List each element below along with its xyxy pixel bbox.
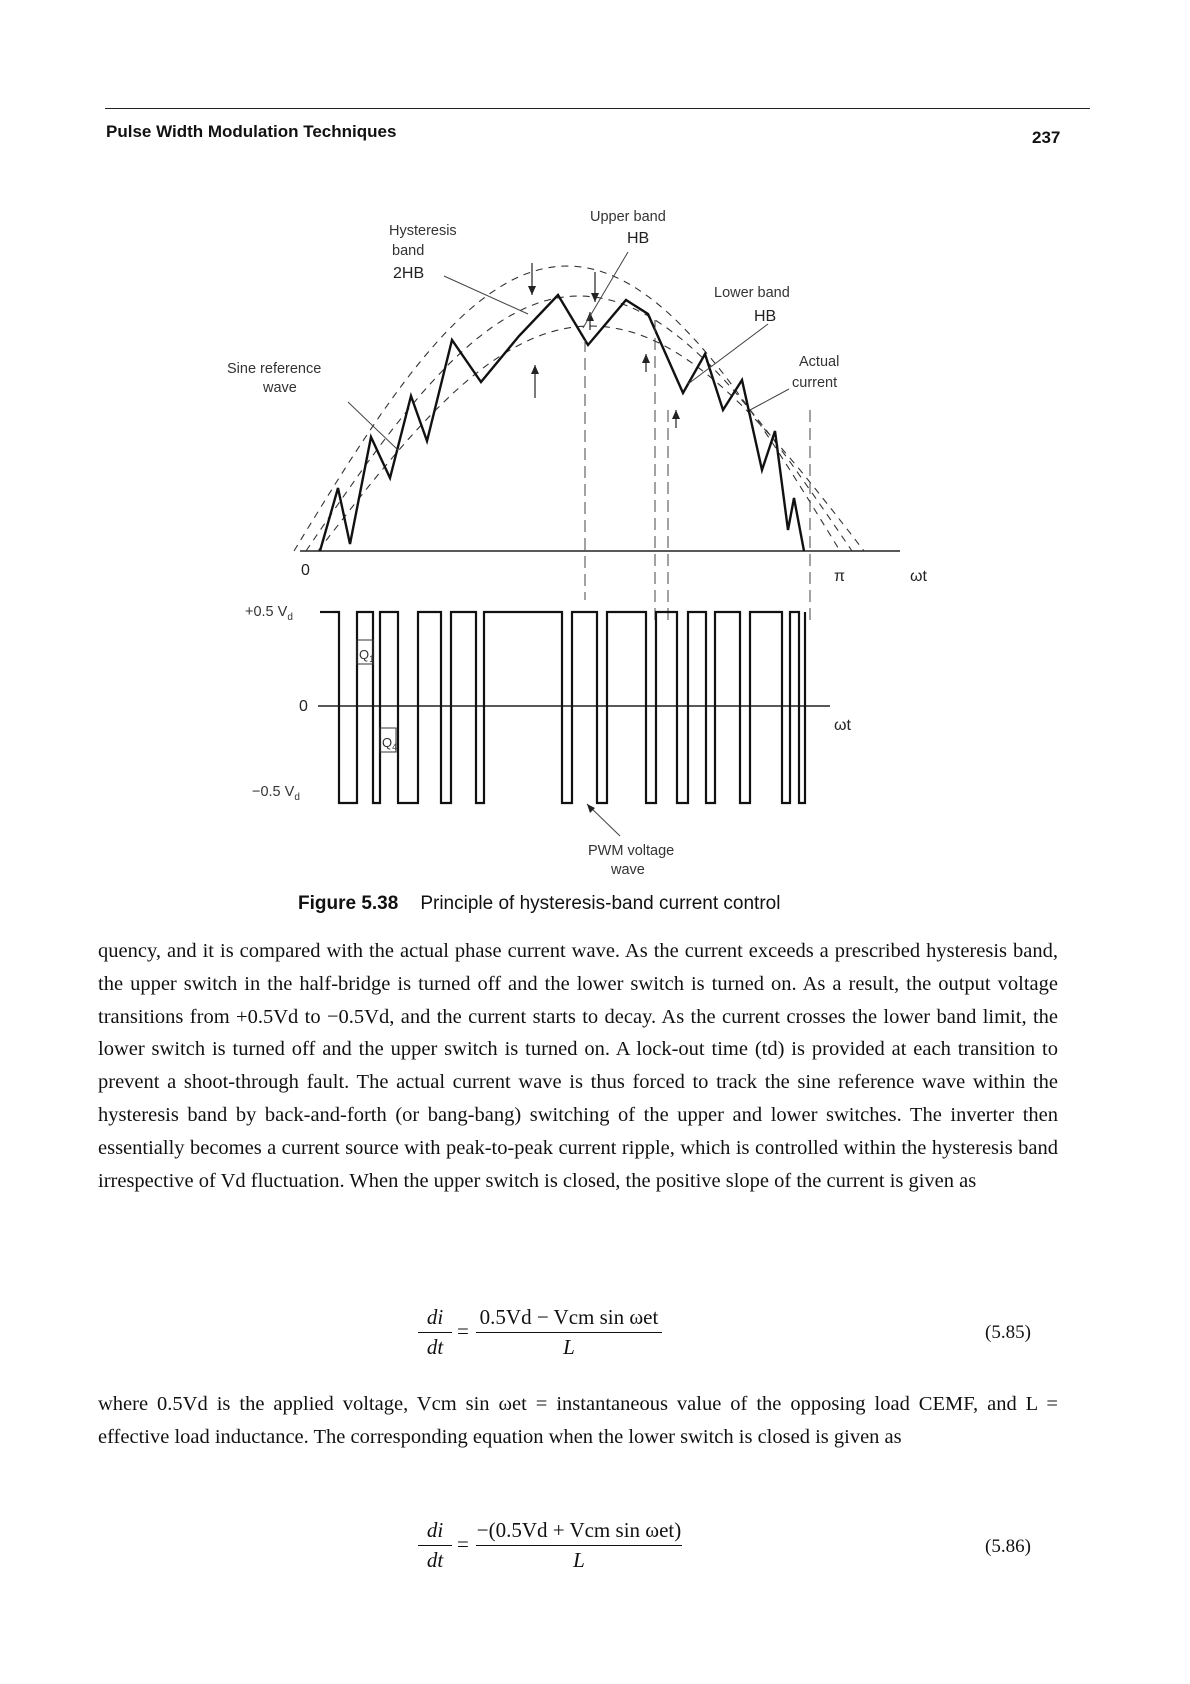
band-curves [294,266,864,551]
upper-band-label-2: HB [627,230,650,247]
actual-current-wave [320,295,804,551]
pwm-label-1: PWM voltage [588,843,675,859]
actual-current-label-1: Actual [799,354,840,370]
upper-band-label-1: Upper band [590,209,666,225]
eq2-number: (5.86) [985,1536,1031,1557]
eq1-rhs-num: 0.5Vd − Vcm sin ωet [479,1305,659,1329]
eq2-rhs-bar [476,1545,682,1546]
eq2-lhs-bar [418,1545,452,1546]
figure-caption-label: Figure 5.38 [298,893,399,914]
eq2-lhs [418,1518,452,1573]
lower-band-pointer [688,324,768,384]
pwm-label-2: wave [611,862,645,878]
band-arrow-head-1 [528,286,536,295]
sine-reference-label-2: wave [263,380,297,396]
band-arrow-head-5 [672,410,680,419]
eq2-lhs-num: di [426,1518,444,1542]
actual-current-pointer [750,389,789,410]
eq2-equals: = [457,1532,469,1556]
eq1-lhs [418,1305,452,1360]
band-arrow-head-6 [642,354,650,363]
sine-reference-curve [306,296,852,551]
hysteresis-label-1: Hysteresis [389,223,457,239]
eq1-equals: = [457,1319,469,1343]
hysteresis-pointer [444,276,528,314]
eq2-rhs-num: −(0.5Vd + Vcm sin ωet) [476,1518,682,1542]
pwm-pointer-arrowhead [587,804,595,813]
q4-label: $Q_4$ [382,735,398,752]
plus-half-vd-label: +0.5 $V_d$ [245,604,293,623]
eq1-number: (5.85) [985,1322,1031,1343]
axis-wt-top-label: ωt [910,568,927,585]
page-number: 237 [1032,128,1061,147]
volt-zero-label: 0 [299,698,308,715]
eq1-lhs-bar [418,1332,452,1333]
paragraph-1: quency, and it is compared with the actual phase current wave. As the current exceeds a prescribed hysteresis band, the upper switch in the half-bridge is turned off and the lower switch is turned on. As a result, the output voltage transitions from +0.5Vd to −0.5Vd, and the current starts to decay. As the current crosses the lower band limit, the lower switch is turned off and the upper switch is turned on. A lock-out time (td) is provided at each transition to prevent a shoot-through fault. The actual current wave is thus forced to track the sine reference wave within the hysteresis band by back-and-forth (or bang-bang) switching of the upper and lower switches. The inverter then essentially becomes a current source with peak-to-peak current ripple, which is controlled within the hysteresis band irrespective of Vd fluctuation. When the upper switch is closed, the positive slope of the current is given as [98,940,1058,1192]
sine-reference-label-1: Sine reference [227,361,322,377]
paragraph-2: where 0.5Vd is the applied voltage, Vcm sin ωet = instantaneous value of the opposing load CEMF, and L = effective load inductance. The corresponding equation when the lower switch is closed is given as [98,1393,1058,1448]
eq1-lhs-num: di [426,1305,444,1329]
minus-half-vd-label: −0.5 $V_d$ [252,784,300,803]
lower-band-label-1: Lower band [714,285,790,301]
eq1-rhs-bar [476,1332,662,1333]
eq2-rhs [476,1518,682,1573]
figure-caption [298,893,780,915]
eq2-lhs-den: dt [426,1548,444,1572]
eq1-rhs-den: L [563,1335,575,1359]
eq1-rhs [476,1305,662,1360]
hysteresis-label-2: band [392,243,425,259]
actual-current-label-2: current [792,375,838,391]
q1-label: $Q_1$ [359,647,375,664]
upper-band-pointer [583,252,628,328]
pwm-voltage-wave [333,612,805,803]
lower-band-label-2: HB [754,308,777,325]
eq1-lhs-den: dt [426,1335,444,1359]
axis-pi-label: π [834,568,846,585]
band-arrow-head-4 [531,365,539,374]
eq2-rhs-den: L [573,1548,585,1572]
hysteresis-label-3: 2HB [393,265,425,282]
band-arrows [528,263,680,428]
running-title: Pulse Width Modulation Techniques [106,122,397,141]
axis-zero-label: 0 [301,562,310,579]
axis-wt-bottom-label: ωt [834,717,851,734]
figure-caption-text: Principle of hysteresis-band current control [420,893,781,914]
